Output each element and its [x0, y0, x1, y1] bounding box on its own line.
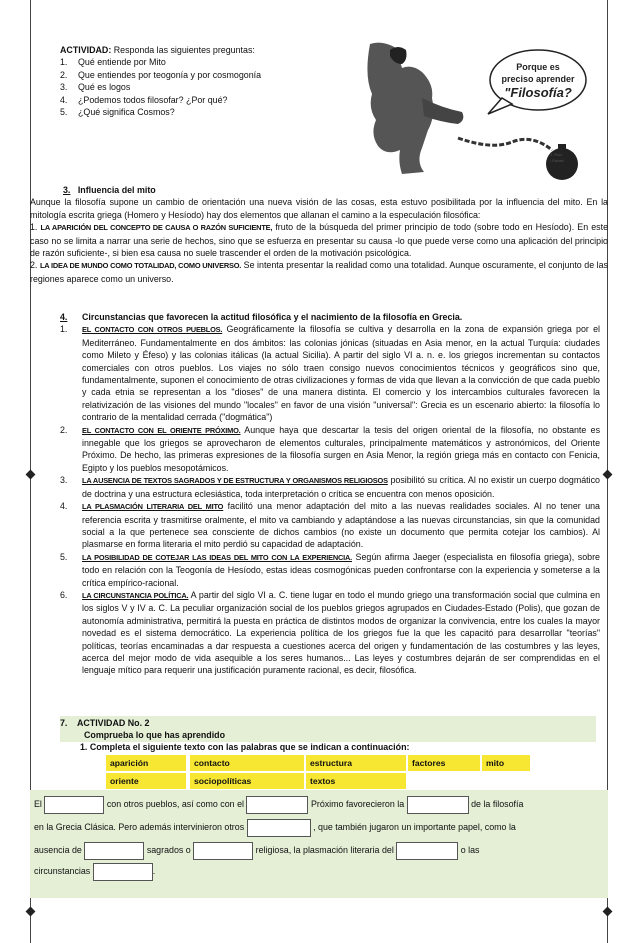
activity-2-subtitle: Comprueba lo que has aprendido [84, 730, 226, 740]
svg-text:preciso aprender: preciso aprender [501, 74, 575, 84]
word-bank-cell: aparición [106, 755, 186, 771]
question-list [60, 56, 360, 118]
answer-blank[interactable] [93, 863, 153, 881]
answer-blank[interactable] [84, 842, 144, 860]
fill-line-3: ausencia de sagrados o religiosa, la plasmación literaria del o las [34, 841, 606, 860]
fill-line-2: en la Grecia Clásica. Pero además intervinieron otros , que también jugaron un importante papel, como la [34, 818, 606, 837]
question-item: 5. ¿Qué significa Cosmos? [60, 107, 175, 118]
circumstance-item: 6. LA CIRCUNSTANCIA POLÍTICA. A partir del siglo VI a. C. tiene lugar en todo el mundo griego una transformación social que culmina en los siglos V y IV a. C. La peculiar organización social de los pueblos griegos agrupados en Ciudades-Estado (Polis), que gozan de autonomía administrativa, permitirá la puesta en práctica de distintos modos de organizar la convivencia, entre los cuales la mayor novedad es el sistema democrático. La experiencia política de los griegos fue la que les capacitó para desarrollar "teorías" políticas, teorías encaminadas a dar respuesta a cuestiones acerca del origen y fundamentación de las costumbres y las leyes, acerca del mejor modo de vida asequible a los seres humanos... Las leyes y costumbres dejarán de ser comprendidas en el lenguaje mítico para requerir una justificación puramente racional, es decir, filosófica. [60, 589, 600, 676]
section-4 [60, 311, 600, 677]
activity-header [60, 44, 360, 56]
word-bank-cell: contacto [190, 755, 304, 771]
question-item: 2. Que entiendes por teogonía y por cosmogonía [60, 69, 262, 80]
answer-blank[interactable] [44, 796, 104, 814]
circumstance-item: 4. LA PLASMACIÓN LITERARIA DEL MITO facilitó una menor adaptación del mito a las nuevas realidades sociales. Al no tener una referencia escrita y trasmitirse oralmente, el mito va cambiando y adaptándose a las nuevas circunstancias, sin que la comunidad social a la que pertenece sea consciente de dichos cambios (no existe un documento que permita cotejar los cambios). Al plasmarse en forma literaria el mito perdió su capacidad de adaptación. [60, 501, 600, 550]
circumstance-item: 2. EL CONTACTO CON EL ORIENTE PRÓXIMO. Aunque haya que descartar la tesis del origen oriental de la filosofía, no obstante es innegable que los griegos se aprovecharon de elementos culturales, principalmente matemáticos y astronómicos, del Oriente Próximo. De hecho, las primeras expresiones de la filosofía surgen en Asia Menor, la región griega más en contacto con Fenicia, Egipto y los pueblos mesopotámicos. [60, 424, 601, 473]
circumstance-item: 1. EL CONTACTO CON OTROS PUEBLOS. Geográficamente la filosofía se cultiva y desarrolla en la zona de expansión griega por el Mediterráneo. Fundamentalmente en dos ámbitos: las colonias jónicas (situadas en Asia menor, en la actual Turquía: ciudades como Mileto y Éfeso) y las colonias itálicas (la actual Sicilia). A partir del siglo VI a. n. e. los griegos incrementan su contactos comerciales con otros pueblos. Los viajes no sólo traen consigo nuevos conocimientos técnicos y geográficos sino que, fundamentalmente, suponen el conocimiento de otras civilizaciones y formas de vida que llevan a la convicción de que cada pueblo y cada etnia se representan a los "dioses" de una manera distinta. El comercio y los intercambios culturales favorecen la relativización de las visiones del mundo "locales" en favor de una visión "universal": Grecia es un escenario abierto: la filosofía lo contrario de la mentalidad cerrada ("dogmática") [60, 324, 600, 423]
word-bank-cell: sociopolíticas [190, 773, 304, 789]
answer-blank[interactable] [193, 842, 253, 860]
section-3 [30, 184, 608, 285]
word-bank-cell: estructura [306, 755, 406, 771]
thinker-cartoon-image [362, 38, 594, 184]
section-3-point-2: 2. LA IDEA DE MUNDO COMO TOTALIDAD, COMO UNIVERSO. Se intenta presentar la realidad como una totalidad. Aunque oscuramente, el conjunto de las regiones aparece como un universo. [30, 260, 608, 284]
svg-text:Porque es: Porque es [516, 62, 560, 72]
activity-block [60, 44, 360, 118]
fill-line-4: circunstancias . [34, 862, 606, 881]
activity-2-instruction: 1. Completa el siguiente texto con las palabras que se indican a continuación: [80, 742, 410, 752]
word-bank-cell: oriente [106, 773, 186, 789]
circumstance-item: 3. LA AUSENCIA DE TEXTOS SAGRADOS Y DE ESTRUCTURA Y ORGANISMOS RELIGIOSOS posibilitó su crítica. Al no existir un cuerpo dogmático de doctrina y una estructura eclesiástica, toda interpretación o crítica se encuentra con menos oposición. [60, 475, 600, 499]
answer-blank[interactable] [396, 842, 458, 860]
svg-text:/ Rafael: / Rafael [550, 158, 564, 163]
answer-blank[interactable] [246, 796, 308, 814]
section-3-intro: Aunque la filosofía supone un cambio de orientación una nueva visión de las cosas, esta estuvo posibilitada por la influencia del mito. En la mitología escrita griega (Homero y Hesíodo) hay dos elementos que allanan el camino a la especulación filosófica: [30, 197, 608, 220]
answer-blank[interactable] [407, 796, 469, 814]
word-bank-cell: textos [306, 773, 406, 789]
section-3-heading: 3. Influencia del mito [63, 185, 156, 195]
svg-text:"Filosofía?: "Filosofía? [504, 85, 572, 100]
question-item: 3. Qué es logos [60, 82, 131, 93]
activity-intro: Responda las siguientes preguntas: [113, 45, 255, 55]
activity-heading: ACTIVIDAD: [60, 45, 112, 55]
answer-blank[interactable] [247, 819, 311, 837]
circumstance-item: 5. LA POSIBILIDAD DE COTEJAR LAS IDEAS DEL MITO CON LA EXPERIENCIA. Según afirma Jaeger (especialista en filosofía griega), sobre todo en relación con la Teogonía de Hesíodo, estas ideas cosmogónicas pueden confrontarse con la experiencia y someterse a la crítica empírico-racional. [60, 551, 600, 588]
fill-line-1: El con otros pueblos, así como con el Próximo favorecieron la de la filosofía [34, 795, 606, 814]
section-3-point-1: 1. LA APARICIÓN DEL CONCEPTO DE CAUSA O RAZÓN SUFICIENTE, fruto de la búsqueda del primer principio de todo (sobre todo en Hesíodo). En este caso no se limita a narrar una serie de hechos, sino que se esfuerza en presentar su causa -lo que puede verse como una aplicación del principio de razón suficiente-, si bien esa causa no suele trascender el orden de la motivación psicológica. [30, 222, 609, 259]
svg-text:J. Ruiz: J. Ruiz [550, 152, 563, 157]
question-item: 1. Qué entiende por Mito [60, 57, 166, 68]
word-bank-cell: factores [408, 755, 480, 771]
question-item: 4. ¿Podemos todos filosofar? ¿Por qué? [60, 94, 228, 105]
section-4-heading: 4. Circunstancias que favorecen la actitud filosófica y el nacimiento de la filosofía en Grecia. [60, 312, 463, 322]
activity-2-heading: 7. ACTIVIDAD No. 2 [60, 718, 150, 728]
word-bank-cell: mito [482, 755, 530, 771]
